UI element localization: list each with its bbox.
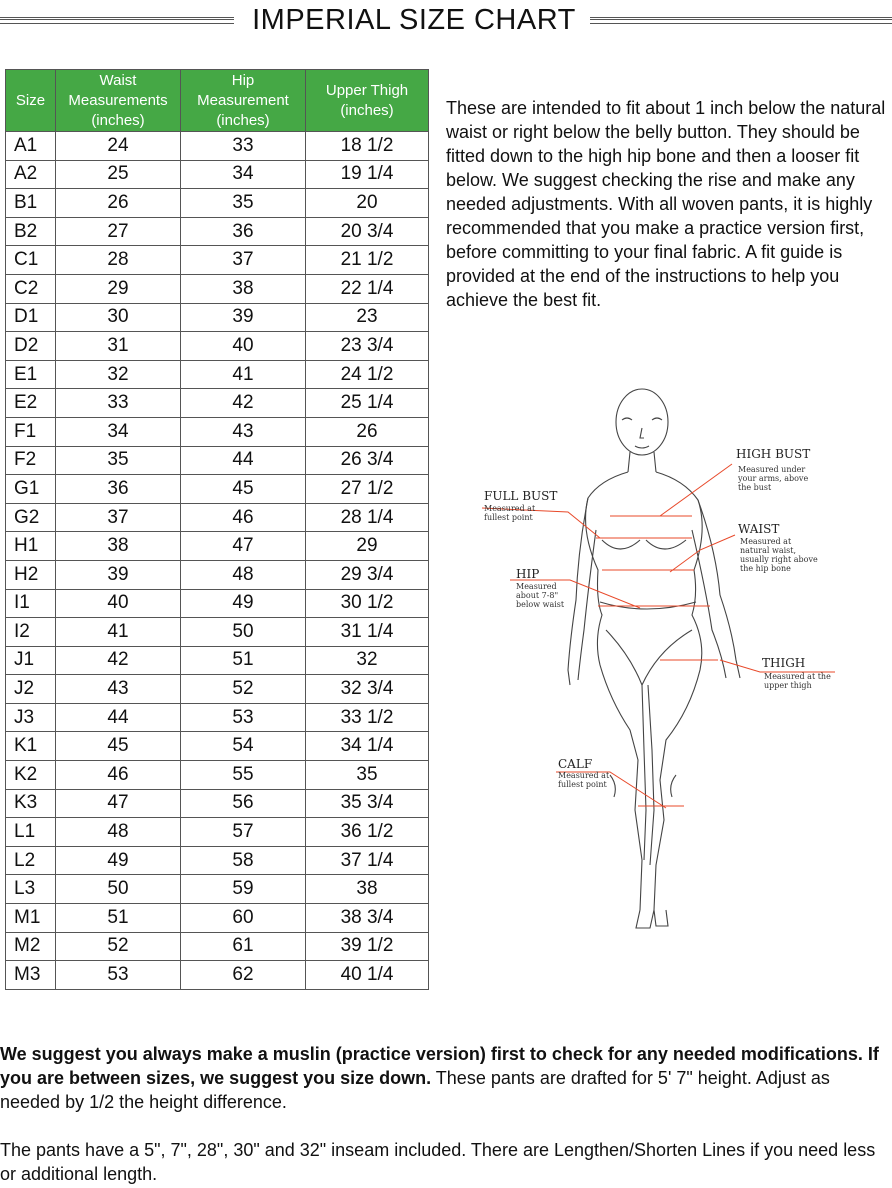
hip-cell: 61 <box>181 932 306 961</box>
size-cell: D1 <box>6 303 56 332</box>
header-line: Size <box>15 91 46 109</box>
size-cell: J2 <box>6 675 56 704</box>
hip-cell: 52 <box>181 675 306 704</box>
hip-cell: 57 <box>181 818 306 847</box>
table-row <box>6 961 429 990</box>
hip-cell: 43 <box>181 417 306 446</box>
hip-cell: 47 <box>181 532 306 561</box>
thigh-cell: 34 1/4 <box>306 732 429 761</box>
label-high-bust-desc-3: the bust <box>738 483 772 492</box>
size-cell: K2 <box>6 761 56 790</box>
waist-cell: 41 <box>56 618 181 647</box>
intro-paragraph: These are intended to fit about 1 inch below the natural waist or right below the belly button. They should be fitted down to the high hip bone and then a looser fit below. We suggest checking the rise and make any needed adjustments. With all woven pants, it is highly recommended that you make a practice version first, before committing to your final fabric. A fit guide is provided at the end of the instructions to help you achieve the best fit. <box>446 98 886 310</box>
thigh-cell: 39 1/2 <box>306 932 429 961</box>
table-row <box>6 846 429 875</box>
waist-cell: 44 <box>56 703 181 732</box>
waist-cell: 43 <box>56 675 181 704</box>
page-title: IMPERIAL SIZE CHART <box>252 4 576 36</box>
table-row <box>6 589 429 618</box>
header-line: (inches) <box>216 111 270 129</box>
muslin-note <box>0 1042 892 1114</box>
table-row <box>6 274 429 303</box>
figure-labels <box>484 447 831 789</box>
label-calf-desc-1: Measured at <box>558 771 610 780</box>
label-hip-desc-2: about 7-8" <box>516 591 559 600</box>
thigh-cell: 30 1/2 <box>306 589 429 618</box>
size-cell: H2 <box>6 560 56 589</box>
hip-cell: 46 <box>181 503 306 532</box>
size-cell: L1 <box>6 818 56 847</box>
label-hip: HIP <box>516 567 540 581</box>
thigh-cell: 22 1/4 <box>306 274 429 303</box>
label-waist: WAIST <box>738 522 780 536</box>
hip-cell: 35 <box>181 189 306 218</box>
table-body <box>6 132 429 990</box>
table-row <box>6 675 429 704</box>
thigh-cell: 27 1/2 <box>306 475 429 504</box>
header-line: Hip <box>231 71 255 89</box>
thigh-cell: 23 3/4 <box>306 332 429 361</box>
header-cell-3 <box>306 70 429 132</box>
hip-cell: 39 <box>181 303 306 332</box>
hip-cell: 62 <box>181 961 306 990</box>
hip-cell: 55 <box>181 761 306 790</box>
thigh-cell: 20 <box>306 189 429 218</box>
title-bar <box>0 2 892 42</box>
table-row <box>6 303 429 332</box>
waist-cell: 35 <box>56 446 181 475</box>
size-cell: J3 <box>6 703 56 732</box>
table-row <box>6 875 429 904</box>
table-row <box>6 332 429 361</box>
waist-cell: 53 <box>56 961 181 990</box>
hip-cell: 37 <box>181 246 306 275</box>
hip-cell: 44 <box>181 446 306 475</box>
table-row <box>6 503 429 532</box>
muslin-note-bold: We suggest you always make a muslin (practice version) first to check for any needed modifications. If you are between sizes, we suggest you size down. <box>0 1044 879 1088</box>
label-full-bust-desc-2: fullest point <box>484 513 533 522</box>
waist-cell: 36 <box>56 475 181 504</box>
waist-cell: 28 <box>56 246 181 275</box>
table-row <box>6 360 429 389</box>
table-row <box>6 560 429 589</box>
hip-cell: 49 <box>181 589 306 618</box>
waist-cell: 33 <box>56 389 181 418</box>
measurement-lines <box>482 464 835 808</box>
hip-cell: 59 <box>181 875 306 904</box>
waist-cell: 49 <box>56 846 181 875</box>
hip-cell: 41 <box>181 360 306 389</box>
thigh-cell: 26 3/4 <box>306 446 429 475</box>
label-hip-desc-3: below waist <box>516 600 565 609</box>
thigh-cell: 23 <box>306 303 429 332</box>
hip-cell: 58 <box>181 846 306 875</box>
header-cell-2 <box>181 70 306 132</box>
muslin-note-rest: These pants are drafted for 5' 7" height. Adjust as needed by 1/2 the height difference. <box>0 1068 830 1112</box>
hip-cell: 42 <box>181 389 306 418</box>
table-row <box>6 789 429 818</box>
table-row <box>6 189 429 218</box>
size-cell: F1 <box>6 417 56 446</box>
thigh-cell: 40 1/4 <box>306 961 429 990</box>
size-cell: C1 <box>6 246 56 275</box>
waist-cell: 52 <box>56 932 181 961</box>
header-line: Upper Thigh <box>325 81 409 99</box>
size-cell: D2 <box>6 332 56 361</box>
hip-cell: 56 <box>181 789 306 818</box>
hip-cell: 48 <box>181 560 306 589</box>
title-rule-left <box>0 17 234 24</box>
size-cell: K1 <box>6 732 56 761</box>
size-cell: L3 <box>6 875 56 904</box>
size-cell: F2 <box>6 446 56 475</box>
size-chart-table <box>5 69 429 990</box>
size-cell: E1 <box>6 360 56 389</box>
body-outline <box>568 389 740 928</box>
table-row <box>6 904 429 933</box>
label-full-bust: FULL BUST <box>484 489 558 503</box>
table-row <box>6 618 429 647</box>
thigh-cell: 37 1/4 <box>306 846 429 875</box>
size-cell: I1 <box>6 589 56 618</box>
waist-cell: 45 <box>56 732 181 761</box>
waist-cell: 25 <box>56 160 181 189</box>
thigh-cell: 19 1/4 <box>306 160 429 189</box>
thigh-cell: 21 1/2 <box>306 246 429 275</box>
label-high-bust-desc-1: Measured under <box>738 465 806 474</box>
waist-cell: 27 <box>56 217 181 246</box>
table-row <box>6 417 429 446</box>
label-high-bust-desc-2: your arms, above <box>738 474 809 483</box>
waist-cell: 34 <box>56 417 181 446</box>
size-cell: B1 <box>6 189 56 218</box>
hip-cell: 60 <box>181 904 306 933</box>
title-rule-right <box>590 17 892 24</box>
size-cell: G2 <box>6 503 56 532</box>
thigh-cell: 20 3/4 <box>306 217 429 246</box>
hip-cell: 45 <box>181 475 306 504</box>
thigh-cell: 29 <box>306 532 429 561</box>
size-cell: M3 <box>6 961 56 990</box>
label-thigh: THIGH <box>762 656 806 670</box>
table-header-row <box>6 70 429 132</box>
header-line: Measurement <box>197 91 289 109</box>
body-illustration <box>470 380 850 940</box>
waist-cell: 39 <box>56 560 181 589</box>
thigh-cell: 32 <box>306 646 429 675</box>
measurement-figure <box>470 380 850 940</box>
waist-cell: 30 <box>56 303 181 332</box>
label-waist-desc-4: the hip bone <box>740 564 791 573</box>
waist-cell: 26 <box>56 189 181 218</box>
size-cell: A1 <box>6 132 56 161</box>
size-cell: A2 <box>6 160 56 189</box>
size-cell: C2 <box>6 274 56 303</box>
table-row <box>6 389 429 418</box>
label-high-bust: HIGH BUST <box>736 447 811 461</box>
size-cell: G1 <box>6 475 56 504</box>
table-row <box>6 646 429 675</box>
size-cell: E2 <box>6 389 56 418</box>
size-cell: I2 <box>6 618 56 647</box>
label-thigh-desc-1: Measured at the <box>764 672 831 681</box>
hip-cell: 50 <box>181 618 306 647</box>
thigh-cell: 26 <box>306 417 429 446</box>
size-cell: M2 <box>6 932 56 961</box>
thigh-cell: 38 3/4 <box>306 904 429 933</box>
table-row <box>6 160 429 189</box>
hip-cell: 34 <box>181 160 306 189</box>
table-row <box>6 217 429 246</box>
table-row <box>6 703 429 732</box>
thigh-cell: 18 1/2 <box>306 132 429 161</box>
label-waist-desc-1: Measured at <box>740 537 792 546</box>
size-cell: J1 <box>6 646 56 675</box>
table-row <box>6 818 429 847</box>
thigh-cell: 36 1/2 <box>306 818 429 847</box>
thigh-cell: 24 1/2 <box>306 360 429 389</box>
waist-cell: 50 <box>56 875 181 904</box>
label-thigh-desc-2: upper thigh <box>764 681 812 690</box>
waist-cell: 32 <box>56 360 181 389</box>
label-waist-desc-2: natural waist, <box>740 546 797 555</box>
label-hip-desc-1: Measured <box>516 582 557 591</box>
label-waist-desc-3: usually right above <box>740 555 818 564</box>
waist-cell: 46 <box>56 761 181 790</box>
waist-cell: 51 <box>56 904 181 933</box>
header-cell-0 <box>6 70 56 132</box>
table-row <box>6 246 429 275</box>
thigh-cell: 25 1/4 <box>306 389 429 418</box>
label-full-bust-desc-1: Measured at <box>484 504 536 513</box>
table-row <box>6 532 429 561</box>
thigh-cell: 31 1/4 <box>306 618 429 647</box>
waist-cell: 47 <box>56 789 181 818</box>
waist-cell: 29 <box>56 274 181 303</box>
size-cell: L2 <box>6 846 56 875</box>
size-cell: M1 <box>6 904 56 933</box>
thigh-cell: 32 3/4 <box>306 675 429 704</box>
hip-cell: 33 <box>181 132 306 161</box>
header-line: (inches) <box>340 101 394 119</box>
waist-cell: 31 <box>56 332 181 361</box>
header-line: Measurements <box>68 91 168 109</box>
table-row <box>6 732 429 761</box>
inseam-note: The pants have a 5", 7", 28", 30" and 32" inseam included. There are Lengthen/Shorten Lines if you need less or additional length. <box>0 1140 876 1184</box>
table-row <box>6 475 429 504</box>
label-calf-desc-2: fullest point <box>558 780 607 789</box>
table-row <box>6 932 429 961</box>
label-calf: CALF <box>558 757 593 771</box>
thigh-cell: 35 3/4 <box>306 789 429 818</box>
header-cell-1 <box>56 70 181 132</box>
waist-cell: 37 <box>56 503 181 532</box>
thigh-cell: 28 1/4 <box>306 503 429 532</box>
header-line: Waist <box>99 71 137 89</box>
size-cell: H1 <box>6 532 56 561</box>
thigh-cell: 29 3/4 <box>306 560 429 589</box>
hip-cell: 38 <box>181 274 306 303</box>
waist-cell: 42 <box>56 646 181 675</box>
hip-cell: 53 <box>181 703 306 732</box>
thigh-cell: 33 1/2 <box>306 703 429 732</box>
thigh-cell: 35 <box>306 761 429 790</box>
waist-cell: 24 <box>56 132 181 161</box>
hip-cell: 36 <box>181 217 306 246</box>
table-row <box>6 132 429 161</box>
table-row <box>6 446 429 475</box>
header-line: (inches) <box>91 111 145 129</box>
waist-cell: 48 <box>56 818 181 847</box>
size-cell: K3 <box>6 789 56 818</box>
size-cell: B2 <box>6 217 56 246</box>
table-row <box>6 761 429 790</box>
hip-cell: 40 <box>181 332 306 361</box>
thigh-cell: 38 <box>306 875 429 904</box>
hip-cell: 51 <box>181 646 306 675</box>
waist-cell: 40 <box>56 589 181 618</box>
hip-cell: 54 <box>181 732 306 761</box>
waist-cell: 38 <box>56 532 181 561</box>
